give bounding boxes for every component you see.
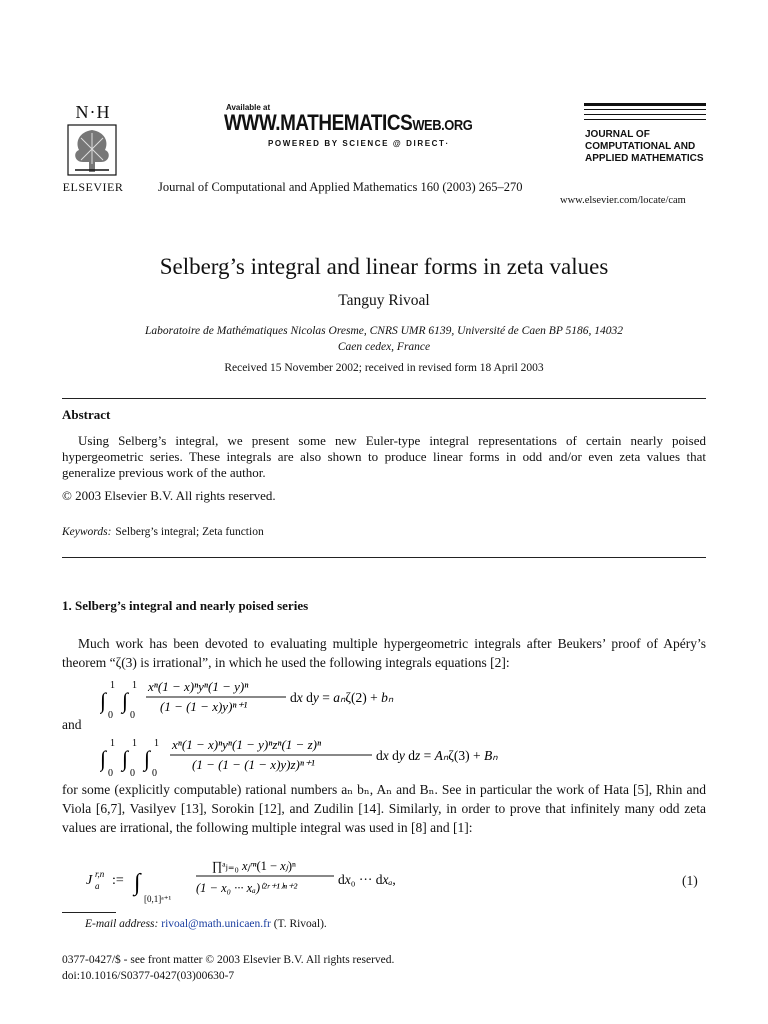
paragraph: for some (explicitly computable) rational numbers aₙ bₙ, Aₙ and Bₙ. See in particular the work of Hata [5], Rhin and Viola [6,7], Vasilyev [13], Sorokin [12], and Zudilin [14]. Similarly, in order to prove that infinitely many odd zeta values are irrational, the following multiple integral was used in [8] and [1]: — [62, 782, 706, 835]
available-at-label: Available at — [226, 103, 271, 112]
svg-text:dx₀ ··· dxₐ,: dx₀ ··· dxₐ, — [338, 872, 396, 887]
svg-text:∫: ∫ — [122, 746, 129, 771]
abstract-heading: Abstract — [62, 407, 111, 422]
mathematicsweb-logo[interactable] — [224, 110, 472, 136]
article-author: Tanguy Rivoal — [338, 292, 430, 309]
svg-text:J: J — [86, 873, 93, 888]
journal-rule — [584, 119, 706, 120]
equation-number: (1) — [682, 873, 698, 888]
divider — [62, 398, 706, 399]
doi-line: doi:10.1016/S0377-0427(03)00630-7 — [62, 970, 235, 982]
svg-text:1: 1 — [132, 738, 137, 749]
footnote-rule — [62, 912, 116, 913]
divider — [62, 557, 706, 558]
svg-text:dx dy dz = Aₙζ(3) + Bₙ: dx dy dz = Aₙζ(3) + Bₙ — [376, 748, 498, 763]
section-heading: 1. Selberg’s integral and nearly poised series — [62, 598, 309, 613]
publisher-name: ELSEVIER — [62, 180, 124, 194]
svg-text:(1 − (1 − x)y)ⁿ⁺¹: (1 − (1 − x)y)ⁿ⁺¹ — [160, 699, 248, 714]
footnote — [85, 918, 327, 930]
svg-text:1: 1 — [110, 680, 115, 691]
svg-text:xⁿ(1 − x)ⁿyⁿ(1 − y)ⁿzⁿ(1 − z)ⁿ: xⁿ(1 − x)ⁿyⁿ(1 − y)ⁿzⁿ(1 − z)ⁿ — [172, 737, 322, 752]
portal-suffix: WEB.ORG — [412, 117, 473, 134]
journal-rule — [584, 103, 706, 106]
elsevier-tree-logo-icon — [67, 124, 117, 176]
svg-text:0: 0 — [152, 768, 157, 779]
svg-text:1: 1 — [154, 738, 159, 749]
footnote-label: E-mail address: — [85, 918, 159, 930]
paragraph: Much work has been devoted to evaluating multiple hypergeometric integrals after Beukers’ proof of Apéry’s theorem “ζ(3) is irrational”, in which he used the following integrals equations [2]: — [62, 636, 706, 670]
svg-text::=: := — [112, 873, 124, 888]
svg-text:∏ᵃⱼ₌₀ xⱼʳⁿ(1 − xⱼ)ⁿ: ∏ᵃⱼ₌₀ xⱼʳⁿ(1 − xⱼ)ⁿ — [212, 859, 296, 873]
svg-text:0: 0 — [130, 768, 135, 779]
svg-text:(1 − x₀ ··· xₐ)⁽²ʳ⁺¹⁾ⁿ⁺²: (1 − x₀ ··· xₐ)⁽²ʳ⁺¹⁾ⁿ⁺² — [196, 881, 298, 895]
journal-rule — [584, 109, 706, 110]
svg-text:∫: ∫ — [100, 688, 107, 713]
equation-1 — [84, 856, 424, 904]
svg-text:dx dy = aₙζ(2) + bₙ: dx dy = aₙζ(2) + bₙ — [290, 690, 394, 705]
email-link[interactable]: rivoal@math.unicaen.fr — [161, 918, 271, 930]
powered-by-sciencedirect: POWERED BY SCIENCE @ DIRECT· — [268, 139, 450, 148]
svg-text:1: 1 — [110, 738, 115, 749]
paragraph-and: and — [62, 717, 82, 732]
abstract-copyright: © 2003 Elsevier B.V. All rights reserved. — [62, 488, 276, 503]
footnote-who: (T. Rivoal). — [273, 918, 327, 930]
keywords-label: Keywords: — [62, 526, 112, 538]
equation-zeta3 — [100, 736, 620, 780]
svg-text:0: 0 — [108, 768, 113, 779]
front-matter-line: 0377-0427/$ - see front matter © 2003 Elsevier B.V. All rights reserved. — [62, 954, 395, 966]
keywords-list: Selberg’s integral; Zeta function — [115, 526, 264, 538]
journal-citation: Journal of Computational and Applied Mathematics 160 (2003) 265–270 — [158, 180, 523, 194]
equation-zeta2 — [100, 678, 520, 720]
abstract-text: Using Selberg’s integral, we present some new Euler-type integral representations of certain nearly poised hypergeometric series. These integrals are also shown to produce linear forms in odd and/or even zeta values that generalize previous work of the author. — [62, 433, 706, 480]
received-dates: Received 15 November 2002; received in revised form 18 April 2003 — [224, 362, 544, 374]
svg-text:∫: ∫ — [122, 688, 129, 713]
svg-text:∫: ∫ — [100, 746, 107, 771]
svg-text:1: 1 — [132, 680, 137, 691]
svg-text:∫: ∫ — [134, 870, 141, 896]
svg-text:a: a — [95, 881, 100, 891]
article-title: Selberg’s integral and linear forms in zeta values — [159, 254, 609, 279]
svg-text:0: 0 — [130, 710, 135, 720]
svg-text:0: 0 — [108, 710, 113, 720]
svg-text:r,n: r,n — [95, 869, 105, 879]
keywords — [62, 526, 264, 538]
journal-rule — [584, 114, 706, 115]
svg-text:[0,1]ᵃ⁺¹: [0,1]ᵃ⁺¹ — [144, 894, 172, 904]
journal-url-link[interactable]: www.elsevier.com/locate/cam — [560, 195, 686, 206]
svg-text:∫: ∫ — [144, 746, 151, 771]
svg-text:xⁿ(1 − x)ⁿyⁿ(1 − y)ⁿ: xⁿ(1 − x)ⁿyⁿ(1 − y)ⁿ — [148, 679, 249, 694]
journal-name: JOURNAL OF COMPUTATIONAL AND APPLIED MATHEMATICS — [585, 129, 704, 164]
publisher-mark: N·H — [75, 102, 111, 122]
portal-main: WWW.MATHEMATICS — [224, 110, 413, 135]
author-affiliation: Laboratoire de Mathématiques Nicolas Oresme, CNRS UMR 6139, Université de Caen BP 5186, 14032 Caen cedex, France — [144, 325, 624, 353]
svg-text:(1 − (1 − (1 − x)y)z)ⁿ⁺¹: (1 − (1 − (1 − x)y)z)ⁿ⁺¹ — [192, 757, 315, 772]
